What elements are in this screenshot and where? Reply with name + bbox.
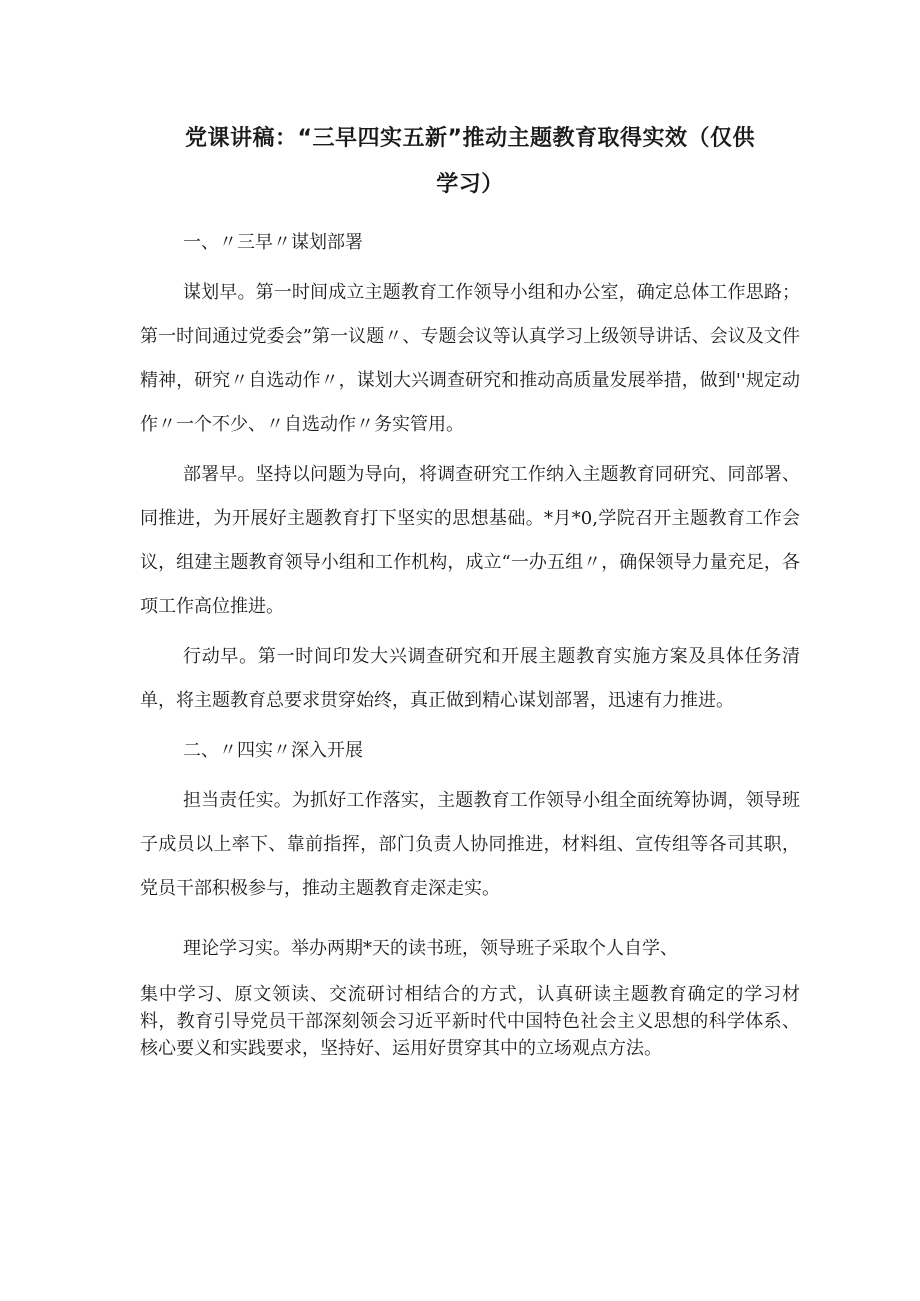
paragraph-plan-early: 谋划早。第一时间成立主题教育工作领导小组和办公室，确定总体工作思路；第一时间通过党委会”第一议题〃、专题会议等认真学习上级领导讲话、会议及文件精神，研究〃自选动作〃，谋划大兴调查研究和推动高质量发展举措，做到''规定动作〃一个不少、〃自选动作〃务实管用。 — [140, 282, 800, 435]
paragraph-act-early: 行动早。第一时间印发大兴调查研究和开展主题教育实施方案及具体任务清单，将主题教育总要求贯穿始终，真正做到精心谋划部署，迅速有力推进。 — [140, 646, 800, 711]
paragraph-deploy-early: 部署早。坚持以问题为导向，将调查研究工作纳入主题教育同研究、同部署、同推进，为开展好主题教育打下坚实的思想基础。*月*0,学院召开主题教育工作会议，组建主题教育领导小组和工作机构，成立“一办五组〃，确保领导力量充足，各项工作高位推进。 — [140, 464, 800, 617]
paragraph-theory-study: 理论学习实。举办两期*天的读书班，领导班子采取个人自学、 — [183, 938, 678, 959]
paragraph-responsibility: 担当责任实。为抓好工作落实，主题教育工作领导小组全面统筹协调，领导班子成员以上率下、靠前指挥，部门负责人协同推进，材料组、宣传组等各司其职，党员干部积极参与，推动主题教育走深走实。 — [140, 790, 800, 899]
document-title — [150, 116, 790, 208]
section-heading-2: 二、〃四实〃深入开展 — [183, 740, 363, 761]
title-line-2: 学习） — [436, 172, 504, 197]
paragraph-theory-study-continued: 集中学习、原文领读、交流研讨相结合的方式，认真研读主题教育确定的学习材料，教育引导党员干部深刻领会习近平新时代中国特色社会主义思想的科学体系、核心要义和实践要求，坚持好、运用好贯穿其中的立场观点方法。 — [140, 984, 800, 1059]
title-line-1: 党课讲稿：“三早四实五新”推动主题教育取得实效（仅供 — [185, 126, 755, 151]
document-body — [140, 221, 800, 1062]
section-heading-1: 一、〃三早〃谋划部署 — [183, 232, 363, 253]
